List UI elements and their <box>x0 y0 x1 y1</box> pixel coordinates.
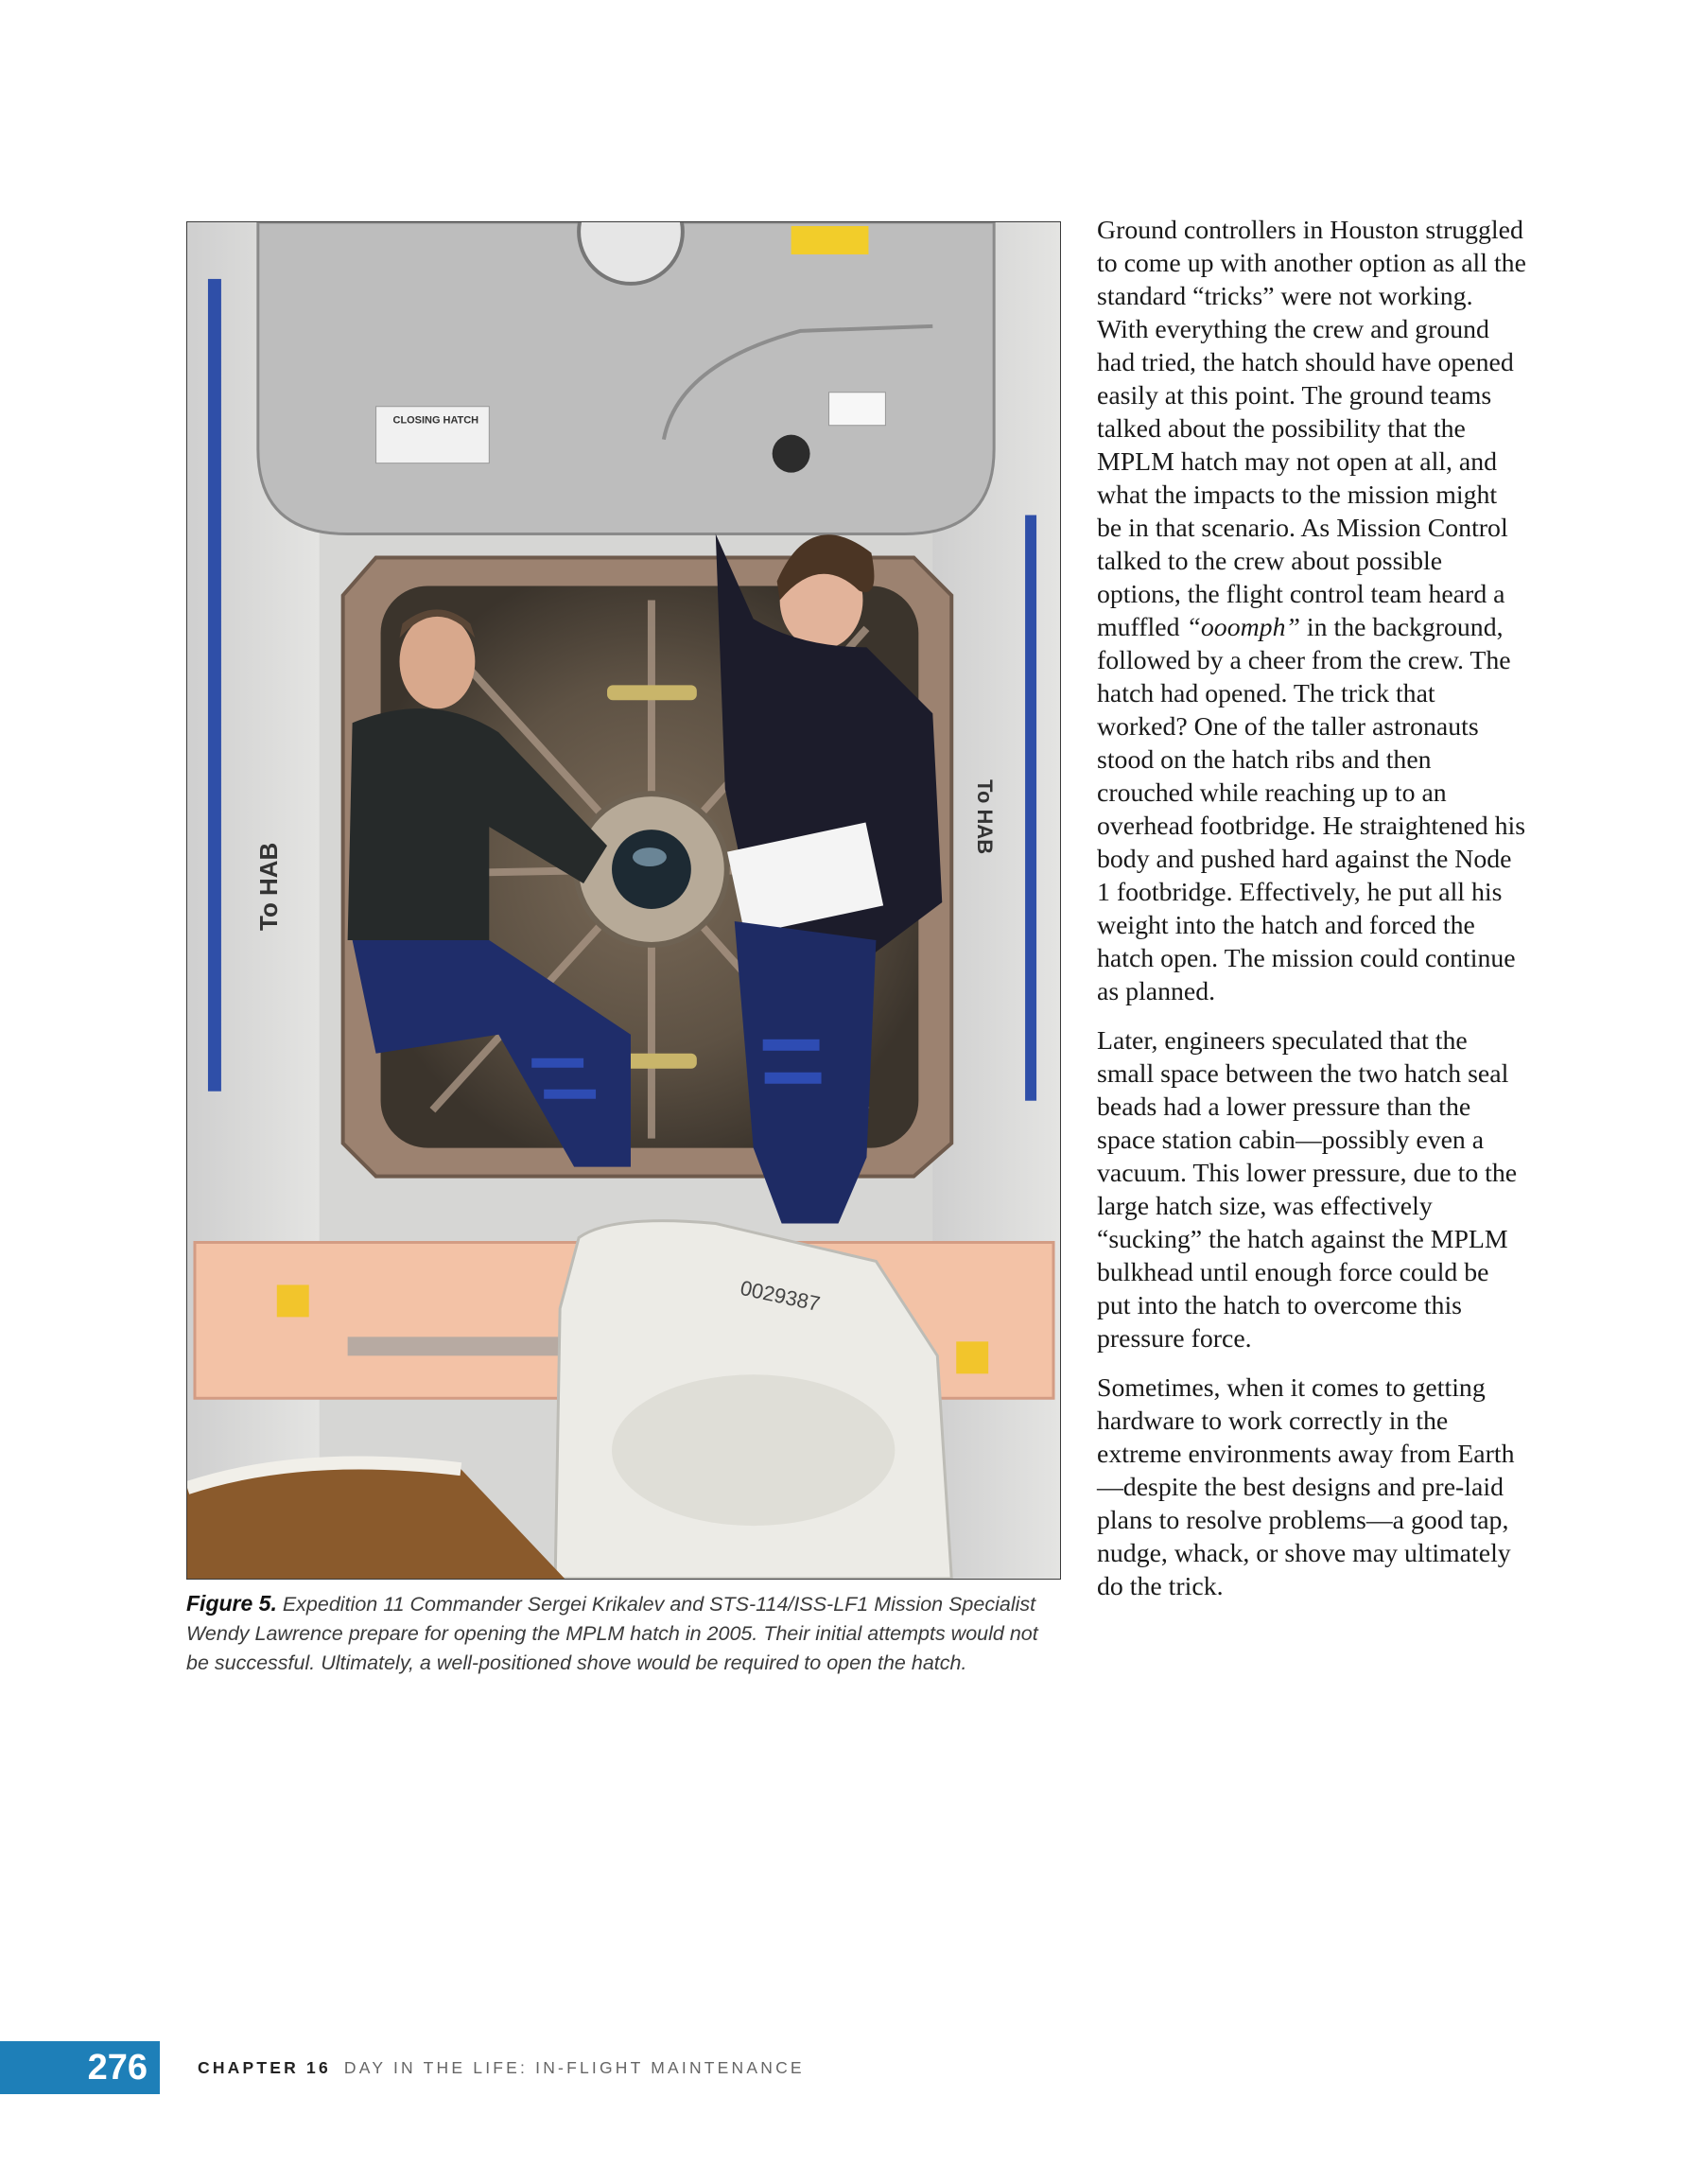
paragraph-1-part-b: in the background, followed by a cheer from the crew. The hatch had opened. The trick that worked? One of the taller astronauts stood on the hatch ribs and then crouched while reaching up to an overhead footbridge. He straightened his body and pushed hard against the Node 1 footbridge. Effectively, he put all his weight into the hatch and forced the hatch open. The mission could continue as planned. <box>1097 613 1526 1006</box>
paragraph-3: Sometimes, when it comes to getting hardware to work correctly in the extreme environments away from Earth—despite the best designs and pre-laid plans to resolve problems—a good tap, nudge, whack, or shove may ultimately do the trick. <box>1097 1373 1515 1601</box>
chapter-label: CHAPTER 16 <box>198 2058 331 2077</box>
body-text-column <box>1097 214 1527 1619</box>
to-hab-right-label: To HAB <box>973 779 998 855</box>
closing-hatch-placard: CLOSING HATCH <box>392 414 479 427</box>
page-number: 276 <box>87 2047 148 2088</box>
paragraph-2: Later, engineers speculated that the small space between the two hatch seal beads had a lower pressure than the space station cabin—possibly even a vacuum. This lower pressure, due to the large hatch size, was effectively “sucking” the hatch against the MPLM bulkhead until enough force could be put into the hatch to overcome this pressure force. <box>1097 1026 1518 1354</box>
paragraph-1-emphasis: “ooomph” <box>1186 613 1300 642</box>
figure-caption <box>186 1589 1066 1678</box>
to-hab-left-label: To HAB <box>255 842 283 931</box>
figure-label: Figure 5. <box>186 1591 277 1616</box>
hatch-scene-illustration <box>187 222 1060 1579</box>
paragraph-1 <box>1097 214 1527 1008</box>
page-number-tab <box>0 2041 160 2094</box>
paragraph-1-part-a: Ground controllers in Houston struggled to come up with another option as all the standard “tricks” were not working. With everything the crew and ground had tried, the hatch should have opened easily at this point. The ground teams talked about the possibility that the MPLM hatch may not open at all, and what the impacts to the mission might be in that scenario. As Mission Control talked to the crew about possible options, the flight control team heard a muffled <box>1097 216 1526 642</box>
figure-caption-text: Expedition 11 Commander Sergei Krikalev and STS-114/ISS-LF1 Mission Specialist Wendy Lawrence prepare for opening the MPLM hatch in 2005. Their initial attempts would not be successful. Ultimately, a well-positioned shove would be required to open the hatch. <box>186 1593 1038 1674</box>
figure-photo <box>186 221 1061 1580</box>
running-footer <box>198 2058 805 2078</box>
bag-number-label: 0029387 <box>738 1275 823 1317</box>
chapter-title: DAY IN THE LIFE: IN-FLIGHT MAINTENANCE <box>343 2058 805 2077</box>
